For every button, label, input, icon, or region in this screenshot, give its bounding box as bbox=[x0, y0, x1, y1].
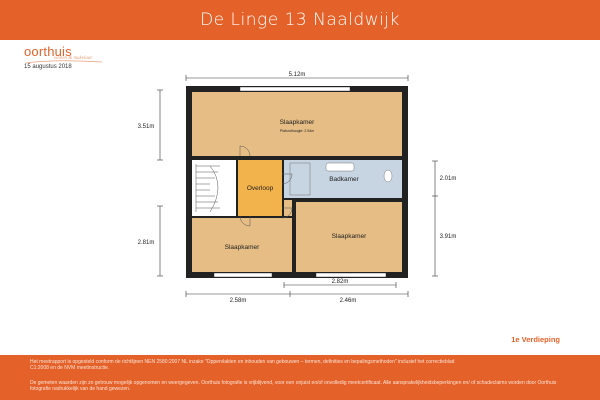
logo-name: oorthuis bbox=[24, 44, 72, 59]
brand-logo bbox=[24, 44, 114, 64]
dim-bottom-inner: 2.82m bbox=[331, 279, 349, 285]
dim-bottom-left: 2.58m bbox=[229, 298, 247, 304]
dim-top: 5.12m bbox=[288, 72, 306, 78]
dim-left-lower: 2.81m bbox=[137, 240, 155, 246]
dim-left-upper: 3.51m bbox=[137, 124, 155, 130]
window-top bbox=[240, 87, 350, 91]
label-ceiling-height: Plafondhoogte: 2.54m bbox=[279, 129, 315, 133]
disclaimer-paragraph-1: Het meetrapport is opgesteld conform de richtlijnen NEN 2580:2007 NL inzake "Oppervlakten en inhouden van gebouwen – termen, definities en bepalingsmethoden" inclusief het correctieblad C1:2008 en de NVM meetinstructie. bbox=[30, 359, 455, 372]
footer-disclaimer bbox=[0, 355, 600, 400]
stairwell bbox=[192, 160, 236, 216]
logo-tagline: wonen & makelaar bbox=[54, 56, 93, 61]
toilet-icon bbox=[384, 170, 392, 182]
sink-icon bbox=[326, 163, 354, 171]
label-badkamer: Badkamer bbox=[329, 176, 359, 183]
floor-label: 1e Verdieping bbox=[511, 335, 560, 344]
dim-right-lower: 3.91m bbox=[439, 234, 457, 240]
disclaimer-paragraph-2: De gemeten waarden zijn zo getrouw mogelijk opgenomen en weergegeven. Oorthuis fotografie is vrijblijvend, voor een onjuist en/of onvolledig meetcertificaat. Alle aansprakelijkheidsbeperkingen en/ of schadeclaims worden door Oorthuis fotografie nadrukkelijk van de hand gewezen. bbox=[30, 380, 557, 393]
floor-plan bbox=[130, 66, 460, 310]
label-overloop: Overloop bbox=[246, 185, 274, 192]
label-slaapkamer-left: Slaapkamer bbox=[224, 244, 260, 251]
label-slaapkamer-right: Slaapkamer bbox=[331, 233, 367, 240]
label-slaapkamer-top: Slaapkamer bbox=[279, 119, 315, 126]
date-text: 15 augustus 2018 bbox=[24, 64, 72, 70]
page-title: De Linge 13 Naaldwijk bbox=[200, 10, 400, 30]
header-bar bbox=[0, 0, 600, 40]
dim-right-upper: 2.01m bbox=[439, 176, 457, 182]
dim-bottom-right: 2.46m bbox=[339, 298, 357, 304]
window-bottom-right bbox=[316, 273, 386, 277]
window-bottom-left bbox=[214, 273, 272, 277]
